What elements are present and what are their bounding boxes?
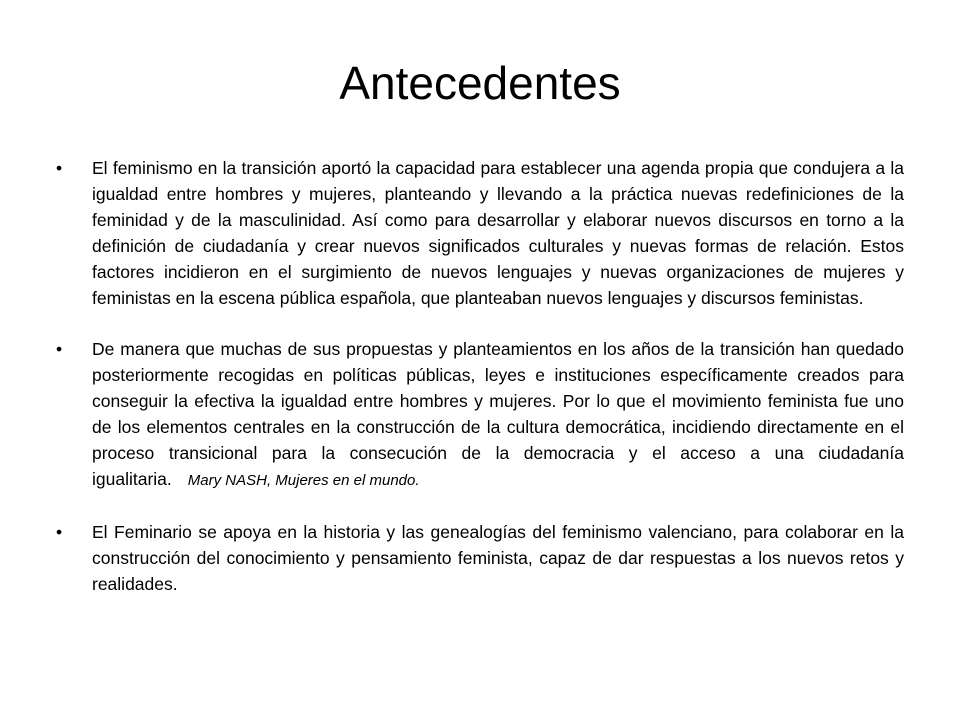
slide-title: Antecedentes [339,57,621,109]
bullet-text: El Feminario se apoya en la historia y las genealogías del feminismo valenciano, para colaborar en la construcción del conocimiento y pensamiento feminista, capaz de dar respuestas a los nuevos retos y realidades. [92,522,904,594]
bullet-list [56,155,904,622]
bullet-text: El feminismo en la transición aportó la capacidad para establecer una agenda propia que condujera a la igualdad entre hombres y mujeres, planteando y llevando a la práctica nuevas redefiniciones de la feminidad y de la masculinidad. Así como para desarrollar y elaborar nuevos discursos en torno a la definición de ciudadanía y crear nuevos significados culturales y nuevas formas de relación. Estos factores incidieron en el surgimiento de nuevos lenguajes y nuevas organizaciones de mujeres y feministas en la escena pública española, que planteaban nuevos lenguajes y discursos feministas. [92,158,904,308]
bullet-item [56,336,904,494]
bullet-dot-icon: • [56,339,63,359]
bullet-item [56,155,904,311]
bullet-dot-icon: • [56,158,63,178]
citation: Mary NASH, Mujeres en el mundo. [187,472,420,489]
bullet-text: De manera que muchas de sus propuestas y planteamientos en los años de la transición han quedado posteriormente recogidas en políticas públicas, leyes e instituciones específicamente creados para conseguir la efectiva la igualdad entre hombres y mujeres. Por lo que el movimiento feminista fue uno de los elementos centrales en la construcción de la cultura democrática, incidiendo directamente en el proceso transicional para la consecución de la democracia y el acceso a una ciudadanía igualitaria. [92,339,904,489]
bullet-item [56,519,904,597]
bullet-dot-icon: • [56,522,63,542]
